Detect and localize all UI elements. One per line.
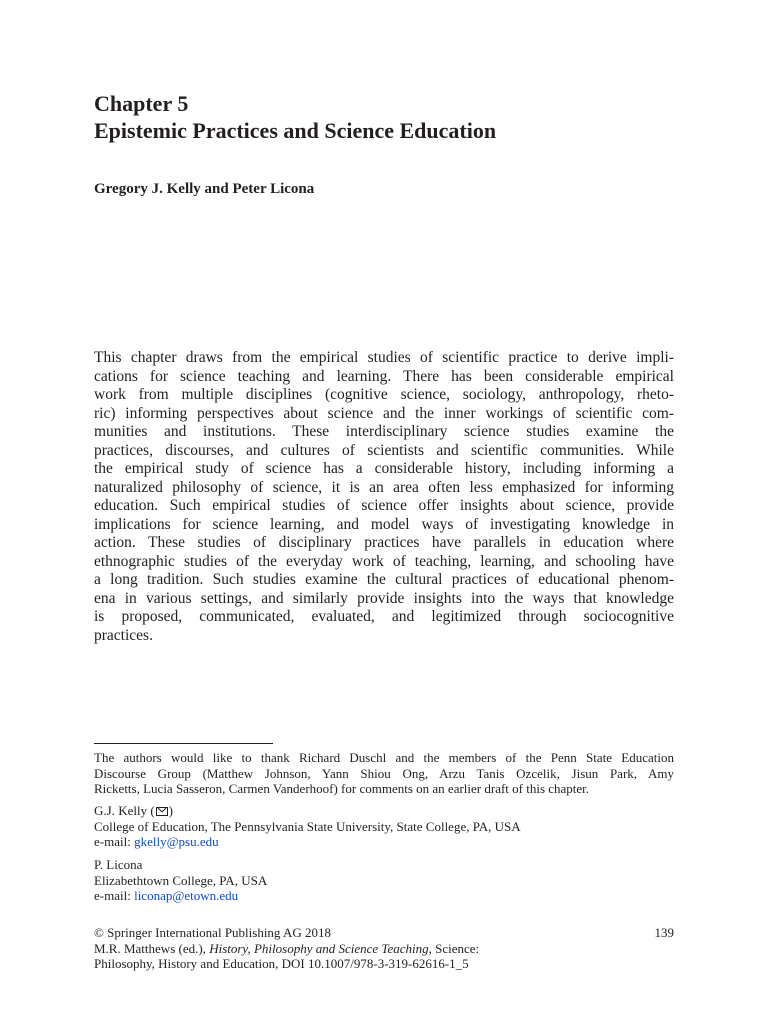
abstract-line: education. Such empirical studies of science offer insights about science, provide — [94, 497, 674, 514]
abstract-line: cations for science teaching and learning. There has been considerable empirical — [94, 367, 674, 385]
abstract-line: practices, discourses, and cultures of scientists and scientific communities. While — [94, 441, 674, 459]
chapter-abstract — [94, 349, 674, 645]
author1-name: G.J. Kelly ( — [94, 803, 155, 818]
acknowledgment-footnote — [94, 750, 674, 797]
author1-email-line — [94, 834, 674, 850]
publication-info — [94, 925, 674, 972]
abstract-line: practices. — [94, 626, 153, 644]
footnote-line: Ricketts, Lucia Sasseron, Carmen Vanderhoof) for comments on an earlier draft of this chapter. — [94, 781, 590, 796]
author1-name-line — [94, 803, 674, 819]
author2-institution: Elizabethtown College, PA, USA — [94, 872, 268, 888]
abstract-line: action. These studies of disciplinary practices have parallels in education where — [94, 534, 674, 551]
email-label: e-mail: — [94, 834, 135, 849]
email-label: e-mail: — [94, 888, 135, 903]
abstract-line: munities and institutions. These interdisciplinary science studies examine the — [94, 423, 674, 440]
author2-name: P. Licona — [94, 857, 143, 872]
footnote-divider — [94, 743, 273, 744]
footnote-line: Discourse Group (Matthew Johnson, Yann Shiou Ong, Arzu Tanis Ozcelik, Jisun Park, Amy — [94, 765, 674, 781]
chapter-authors: Gregory J. Kelly and Peter Licona — [94, 181, 315, 197]
abstract-line: ric) informing perspectives about science and the inner workings of scientific com- — [94, 404, 674, 422]
author1-name-close: ) — [168, 803, 174, 818]
abstract-line: ethnographic studies of the everyday work of teaching, learning, and schooling have — [94, 552, 674, 570]
envelope-icon — [156, 807, 168, 816]
author1-institution: College of Education, The Pennsylvania State University, State College, PA, USA — [94, 818, 521, 834]
chapter-title: Epistemic Practices and Science Education — [94, 118, 497, 143]
abstract-line: ena in various settings, and similarly provide insights into the ways that knowledge — [94, 589, 674, 607]
copyright-line: © Springer International Publishing AG 2018 — [94, 925, 331, 940]
author1-email-link[interactable]: gkelly@psu.edu — [134, 834, 219, 849]
footnote-line: The authors would like to thank Richard Duschl and the members of the Penn State Education — [94, 750, 674, 765]
author2-email-line — [94, 888, 674, 904]
abstract-line: naturalized philosophy of science, it is an area often less emphasized for informing — [94, 478, 674, 496]
author2-affiliation — [94, 857, 674, 904]
abstract-line: a long tradition. Such studies examine the cultural practices of educational phenom- — [94, 571, 674, 588]
abstract-line: implications for science learning, and model ways of investigating knowledge in — [94, 515, 674, 533]
abstract-line: the empirical study of science has a considerable history, including informing a — [94, 460, 674, 477]
chapter-label: Chapter 5 — [94, 91, 189, 116]
abstract-line: is proposed, communicated, evaluated, and legitimized through sociocognitive — [94, 608, 674, 625]
citation-line — [94, 941, 674, 957]
citation-prefix: M.R. Matthews (ed.), — [94, 940, 210, 956]
abstract-line: work from multiple disciplines (cognitive science, sociology, anthropology, rheto- — [94, 386, 674, 403]
page-number: 139 — [654, 925, 674, 940]
citation-suffix: , Science: — [428, 940, 480, 956]
citation-line-2: Philosophy, History and Education, DOI 10.1007/978-3-319-62616-1_5 — [94, 956, 469, 971]
author2-email-link[interactable]: liconap@etown.edu — [134, 888, 239, 903]
abstract-line: This chapter draws from the empirical studies of scientific practice to derive impli- — [94, 349, 674, 366]
book-title: History, Philosophy and Science Teaching — [209, 940, 429, 956]
author1-affiliation — [94, 803, 674, 850]
